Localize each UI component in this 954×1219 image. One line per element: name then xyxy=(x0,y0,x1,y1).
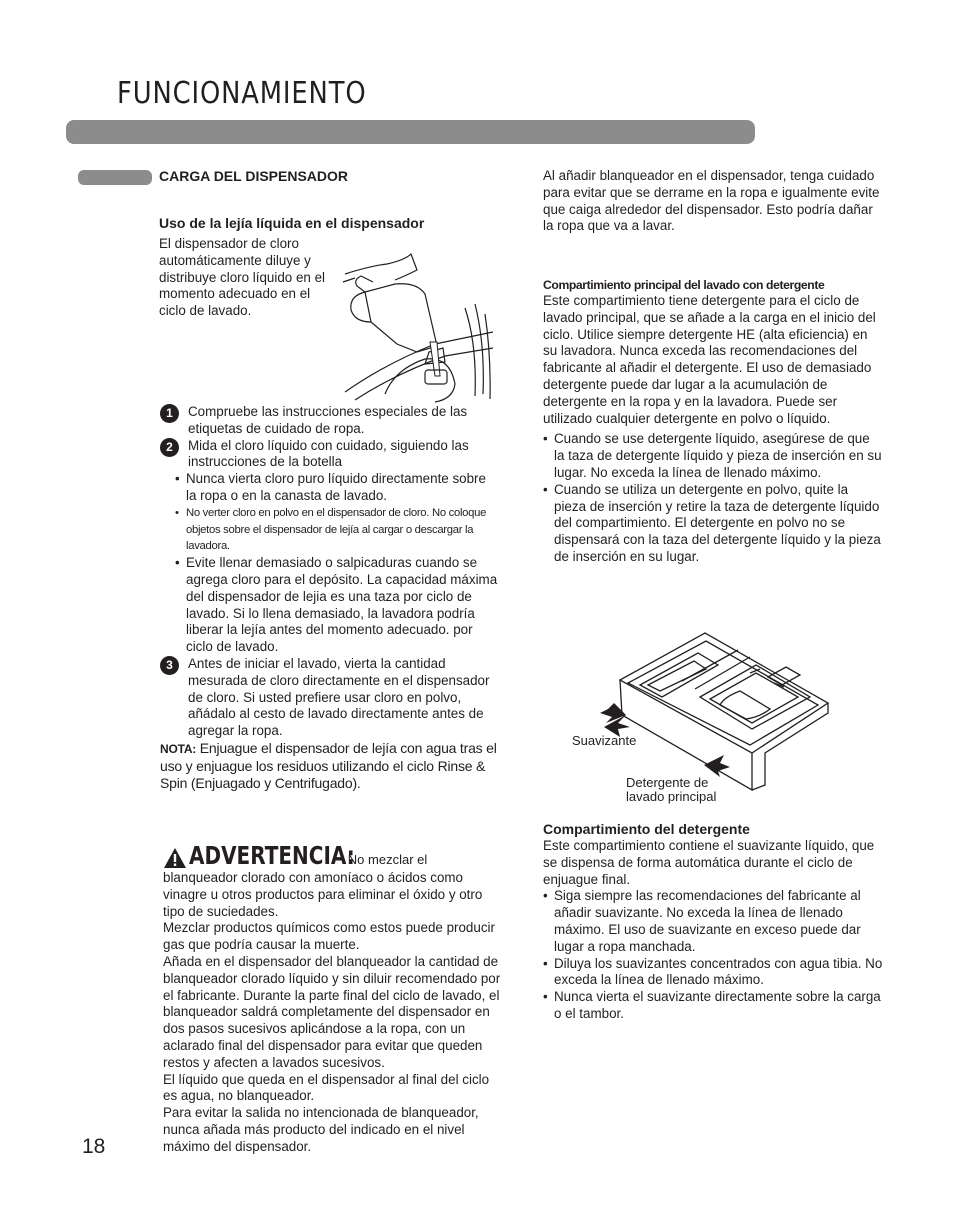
main-compartment-head: Compartimiento principal del lavado con detergente xyxy=(543,278,825,292)
sub-bullet: • Evite llenar demasiado o salpicaduras cuando se agrega cloro para el depósito. La capacidad máxima del dispensador de lejia es una taza por ciclo de lavado. Si lo llena demasiado, la lavadora podría liberar la lejía antes del momento adecuado. por ciclo de lavado. xyxy=(160,555,500,656)
warning-lead: No mezclar el xyxy=(344,852,428,868)
label-main-detergent-2: lavado principal xyxy=(626,789,717,804)
warning-paragraph: Añada en el dispensador del blanqueador la cantidad de blanqueador clorado líquido y sin diluir recomendado por el fabricante. Durante la parte final del ciclo de lavado, el blanqueador saldrá completamente del dispensador en dos pasos sucesivos aplicándose a la ropa, con un aclarado final del dispensador para evitar que queden restos y afecten a lavados sucesivos. xyxy=(163,953,501,1070)
step-text: Antes de iniciar el lavado, vierta la cantidad mesurada de cloro directamente en el dispensador de cloro. Si usted prefiere usar cloro en polvo, añádalo al cesto de lavado directamente antes de agregar la ropa. xyxy=(188,655,490,739)
bullet-item: • Cuando se use detergente líquido, asegúrese de que la taza de detergente líquido y pieza de inserción en su lugar. No exceda la línea de llenado máximo. xyxy=(543,431,883,481)
bullet-item: • Diluya los suavizantes concentrados con agua tibia. No exceda la línea de llenado máximo. xyxy=(543,956,883,990)
warning-heading xyxy=(163,843,499,869)
note-label: NOTA: xyxy=(160,741,197,756)
step-number-1: 1 xyxy=(160,404,179,423)
label-main-detergent-1: Detergente de xyxy=(626,775,709,790)
bullet-item: • Siga siempre las recomendaciones del fabricante al añadir suavizante. No exceda la línea de llenado máximo. El uso de suavizante en exceso puede dar lugar a ropa manchada. xyxy=(543,888,883,955)
sub-bullet: • No verter cloro en polvo en el dispensador de cloro. No coloque objetos sobre el dispensador de lejía al cargar o descargar la lavadora. xyxy=(160,505,500,555)
warning-paragraph: El líquido que queda en el dispensador al final del ciclo es agua, no blanqueador. xyxy=(163,1071,490,1104)
main-compartment-text: Este compartimiento tiene detergente para el ciclo de lavado principal, que se añade a la carga en el inicio del ciclo. Utilice siempre detergente HE (alta eficiencia) en su lavadora. Nunca exceda las recomendaciones del fabricante al añadir el detergente. El uso de demasiado detergente puede dar lugar a la acumulación de detergente en la ropa y en la lavadora. Puede ser utilizado cualquier detergente en polvo o líquido. xyxy=(543,293,876,426)
bullet-item: • Cuando se utiliza un detergente en polvo, quite la pieza de inserción y retire la taza de detergente líquido del compartimiento. El detergente en polvo no se dispensará con la taza del detergente líquido y la pieza de inserción en su lugar. xyxy=(543,482,883,566)
dispenser-drawer-illustration xyxy=(600,625,840,800)
caution-block xyxy=(543,168,883,235)
page-title: FUNCIONAMIENTO xyxy=(117,76,367,111)
header-bar xyxy=(66,120,755,144)
warning-paragraph: blanqueador clorado con amoníaco o ácidos como vinagre u otros productos para eliminar el óxido y otro tipo de suciedades. xyxy=(163,870,483,919)
sub-bullet: • Nunca vierta cloro puro líquido directamente sobre la ropa o en la canasta de lavado. xyxy=(160,471,500,505)
note-text: Enjuague el dispensador de lejía con agua tras el uso y enjuague los residuos utilizando el ciclo Rinse & Spin (Enjuagado y Centrifugado). xyxy=(160,739,497,791)
warning-icon xyxy=(163,847,187,869)
caution-text: Al añadir blanqueador en el dispensador, tenga cuidado para evitar que se derrame en la ropa e igualmente evite que caiga alrededor del dispensador. Esto podría dañar la ropa que va a lavar. xyxy=(543,168,880,234)
bullet-item: • Nunca vierta el suavizante directamente sobre la carga o el tambor. xyxy=(543,989,883,1023)
step-number-2: 2 xyxy=(160,438,179,457)
page-number: 18 xyxy=(82,1135,106,1158)
section-title: CARGA DEL DISPENSADOR xyxy=(159,168,349,184)
softener-text: Este compartimiento contiene el suavizante líquido, que se dispensa de forma automática durante el ciclo de enjuague final. xyxy=(543,838,875,887)
pouring-bleach-illustration xyxy=(325,244,495,404)
warning-body xyxy=(163,870,503,1156)
note xyxy=(160,740,500,792)
bleach-steps xyxy=(160,404,500,792)
warning-word: ADVERTENCIA: xyxy=(189,841,355,870)
step-2 xyxy=(160,438,500,472)
softener-block xyxy=(543,821,883,1023)
softener-head: Compartimiento del detergente xyxy=(543,821,750,837)
main-compartment-block xyxy=(543,277,883,566)
bleach-intro: El dispensador de cloro automáticamente diluye y distribuye cloro líquido en el momento adecuado en el ciclo de lavado. xyxy=(159,236,325,319)
label-softener: Suavizante xyxy=(572,733,637,748)
warning-paragraph: Para evitar la salida no intencionada de blanqueador, nunca añada más producto del indicado en el nivel máximo del dispensador. xyxy=(163,1105,479,1154)
bleach-subhead: Uso de la lejía líquida en el dispensador xyxy=(159,215,425,231)
step-1 xyxy=(160,404,500,438)
section-marker xyxy=(78,170,152,185)
step-3 xyxy=(160,656,500,740)
step-text: Compruebe las instrucciones especiales de las etiquetas de cuidado de ropa. xyxy=(188,404,468,436)
step-number-3: 3 xyxy=(160,656,179,675)
warning-paragraph: Mezclar productos químicos como estos puede producir gas que podría causar la muerte. xyxy=(163,920,495,953)
step-text: Mida el cloro líquido con cuidado, siguiendo las instrucciones de la botella xyxy=(188,437,469,470)
